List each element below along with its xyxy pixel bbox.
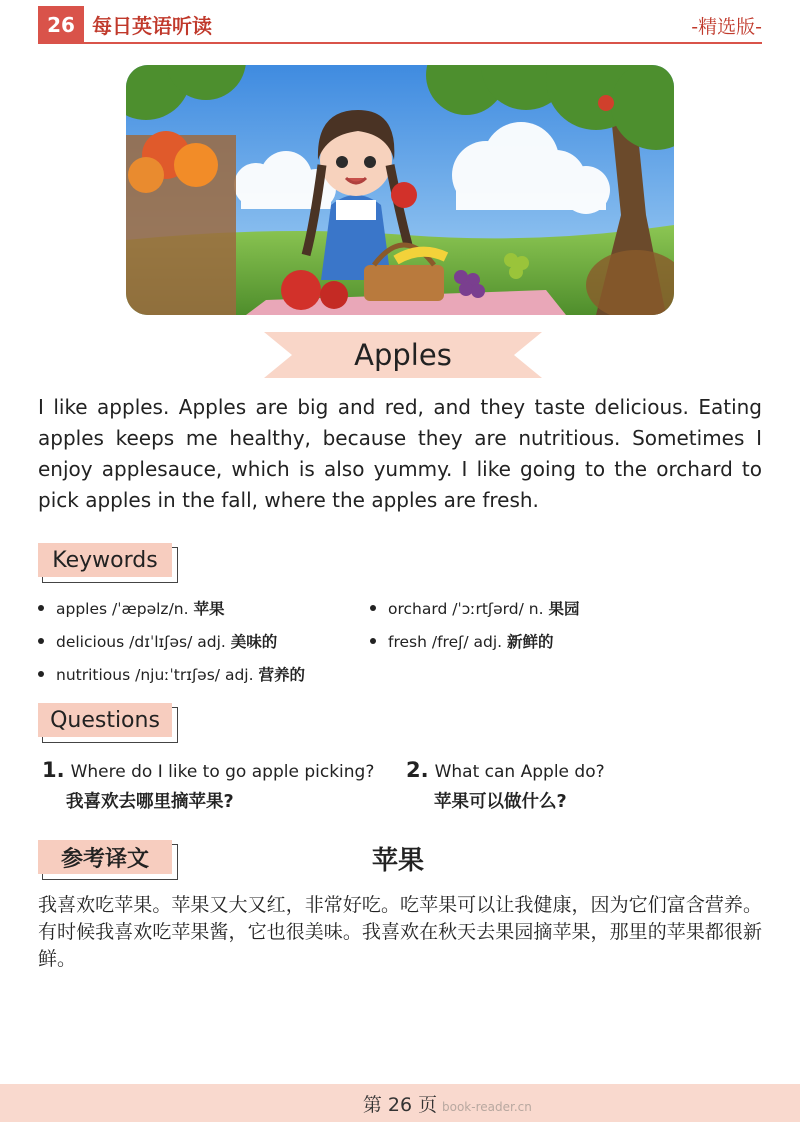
questions-tag [38,703,178,741]
translation-tag [38,840,178,878]
question-2-cn: 苹果可以做什么? [434,792,567,812]
questions-heading: Questions [38,703,172,737]
bullet-icon [38,605,44,611]
bullet-icon [370,638,376,644]
keyword-item: fresh /freʃ/ adj. 新鲜的 [370,630,554,652]
keyword-item: orchard /ˈɔːrtʃərd/ n. 果园 [370,597,579,619]
keyword-item: nutritious /njuːˈtrɪʃəs/ adj. 营养的 [38,663,305,685]
keywords-tag [38,543,178,581]
series-title: 每日英语听读 [92,14,212,38]
page-header [38,4,762,44]
translation-text: 我喜欢吃苹果。苹果又大又红，非常好吃。吃苹果可以让我健康，因为它们富含营养。有时候我喜欢吃苹果酱，它也很美味。我喜欢在秋天去果园摘苹果，那里的苹果都很新鲜。 [38,894,762,970]
translation-heading: 参考译文 [38,840,172,874]
keyword-item: apples /ˈæpəlz/n. 苹果 [38,597,225,619]
story-title: Apples [354,338,452,372]
question-1-cn: 我喜欢去哪里摘苹果? [66,792,234,812]
question-1: 1. Where do I like to go apple picking? [42,758,375,782]
edition-label: -精选版- [691,16,762,38]
page-number-badge: 26 [38,6,84,44]
bullet-icon [38,638,44,644]
footer-page-label: 第 26 页 [362,1093,438,1116]
title-banner [264,332,542,378]
story-passage: I like apples. Apples are big and red, and they taste delicious. Eating apples keeps me healthy, because they are nutritious. Sometimes I enjoy applesauce, which is also yummy. I like going to the orchard to pick apples in the fall, where the apples are fresh. [38,395,762,512]
hero-illustration [126,65,674,315]
watermark: book-reader.cn [442,1100,532,1114]
keyword-item: delicious /dɪˈlɪʃəs/ adj. 美味的 [38,630,277,652]
bullet-icon [370,605,376,611]
question-2: 2. What can Apple do? [406,758,605,782]
keywords-heading: Keywords [38,543,172,577]
translation-title: 苹果 [372,846,425,876]
header-divider [38,42,762,44]
page-footer [0,1084,800,1122]
keywords-list [38,592,762,692]
bullet-icon [38,671,44,677]
